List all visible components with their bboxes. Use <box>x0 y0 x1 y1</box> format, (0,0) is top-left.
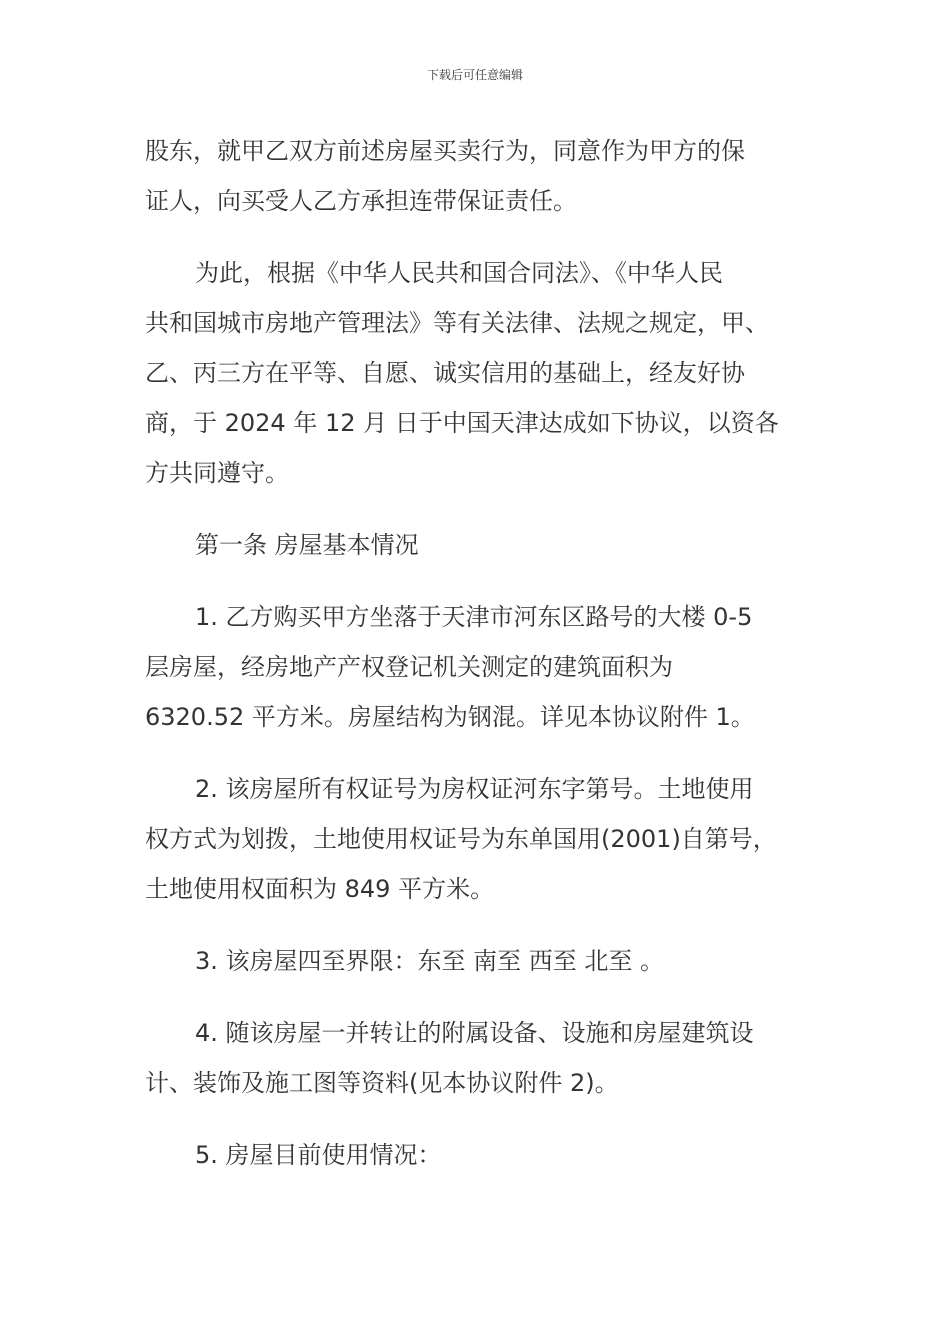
text-line: 证人，向买受人乙方承担连带保证责任。 <box>145 187 577 215</box>
text-line: 2. 该房屋所有权证号为房权证河东字第号。土地使用 <box>195 775 754 803</box>
clause-1 <box>145 592 810 742</box>
text-line: 共和国城市房地产管理法》等有关法律、法规之规定，甲、 <box>145 309 769 337</box>
text-line: 5. 房屋目前使用情况： <box>195 1141 442 1169</box>
section-heading-article-1 <box>145 520 810 570</box>
paragraph-legal-basis <box>145 248 810 498</box>
clause-2 <box>145 764 810 914</box>
page-header-note: 下载后可任意编辑 <box>426 68 523 82</box>
paragraph-guarantor <box>145 126 810 226</box>
text-line: 为此，根据《中华人民共和国合同法》、《中华人民 <box>195 259 723 287</box>
text-line: 乙、丙三方在平等、自愿、诚实信用的基础上，经友好协 <box>145 359 745 387</box>
text-line: 1. 乙方购买甲方坐落于天津市河东区路号的大楼 0-5 <box>195 603 753 631</box>
document-body <box>145 126 810 1202</box>
text-line: 权方式为划拨，土地使用权证号为东单国用(2001)自第号， <box>145 825 777 853</box>
text-line: 土地使用权面积为 849 平方米。 <box>145 875 495 903</box>
clause-4 <box>145 1008 810 1108</box>
clause-3 <box>145 936 810 986</box>
text-line: 计、装饰及施工图等资料(见本协议附件 2)。 <box>145 1069 619 1097</box>
clause-5 <box>145 1130 810 1180</box>
text-line: 股东，就甲乙双方前述房屋买卖行为，同意作为甲方的保 <box>145 137 745 165</box>
text-line: 6320.52 平方米。房屋结构为钢混。详见本协议附件 1。 <box>145 703 755 731</box>
text-line: 3. 该房屋四至界限：东至 南至 西至 北至 。 <box>195 947 665 975</box>
text-line: 商，于 2024 年 12 月 日于中国天津达成如下协议，以资各 <box>145 409 779 437</box>
text-line: 方共同遵守。 <box>145 459 289 487</box>
text-line: 4. 随该房屋一并转让的附属设备、设施和房屋建筑设 <box>195 1019 754 1047</box>
section-heading: 第一条 房屋基本情况 <box>195 531 419 559</box>
text-line: 层房屋，经房地产产权登记机关测定的建筑面积为 <box>145 653 673 681</box>
